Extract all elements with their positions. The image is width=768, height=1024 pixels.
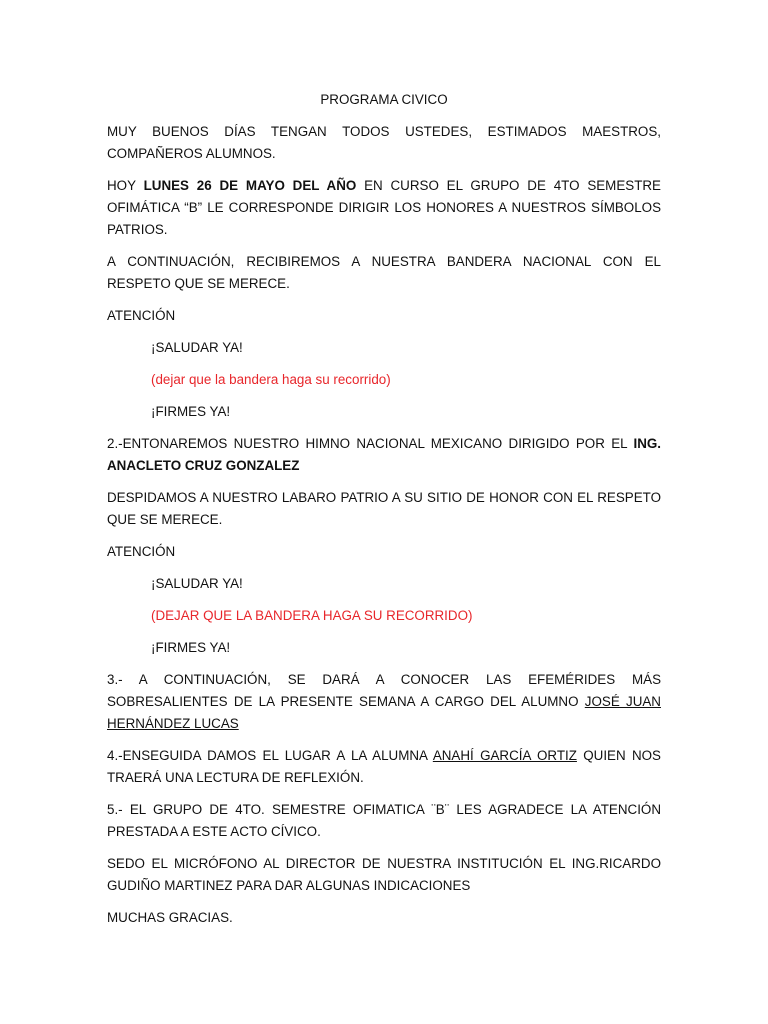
farewell-flag-paragraph: DESPIDAMOS A NUESTRO LABARO PATRIO A SU SITIO DE HONOR CON EL RESPETO QUE SE MERECE. xyxy=(107,490,661,527)
document-page xyxy=(107,89,661,939)
salute-command-1: ¡SALUDAR YA! xyxy=(151,340,243,355)
salute-command-2: ¡SALUDAR YA! xyxy=(151,576,243,591)
date-paragraph xyxy=(107,175,661,241)
microphone-paragraph: SEDO EL MICRÓFONO AL DIRECTOR DE NUESTRA INSTITUCIÓN EL ING.RICARDO GUDIÑO MARTINEZ PARA DAR ALGUNAS INDICACIONES xyxy=(107,856,661,893)
ephemeris-student-name: JOSÉ JUAN HERNÁNDEZ LUCAS xyxy=(107,694,661,731)
anthem-paragraph-pre: 2.-ENTONAREMOS NUESTRO HIMNO NACIONAL MEXICANO DIRIGIDO POR EL xyxy=(107,436,634,451)
firm-command-2: ¡FIRMES YA! xyxy=(151,640,231,655)
reflection-paragraph-post: QUIEN NOS TRAERÁ UNA LECTURA DE REFLEXIÓN. xyxy=(107,748,661,785)
anthem-director-name: ING. ANACLETO CRUZ GONZALEZ xyxy=(107,436,661,473)
ephemeris-paragraph-pre: 3.- A CONTINUACIÓN, SE DARÁ A CONOCER LAS EFEMÉRIDES MÁS SOBRESALIENTES DE LA PRESENTE SEMANA A CARGO DEL ALUMNO xyxy=(107,672,661,709)
document-title: PROGRAMA CIVICO xyxy=(320,92,448,107)
reflection-paragraph xyxy=(107,745,661,789)
date-highlight: LUNES 26 DE MAYO DEL AÑO xyxy=(143,178,357,193)
anthem-paragraph xyxy=(107,433,661,477)
greeting-paragraph: MUY BUENOS DÍAS TENGAN TODOS USTEDES, ESTIMADOS MAESTROS, COMPAÑEROS ALUMNOS. xyxy=(107,124,661,161)
reflection-student-name: ANAHÍ GARCÍA ORTIZ xyxy=(432,748,577,763)
thanks-paragraph: 5.- EL GRUPO DE 4TO. SEMESTRE OFIMATICA ¨B¨ LES AGRADECE LA ATENCIÓN PRESTADA A ESTE ACTO CÍVICO. xyxy=(107,802,661,839)
date-paragraph-pre: HOY xyxy=(107,178,144,193)
flag-route-note-2: (DEJAR QUE LA BANDERA HAGA SU RECORRIDO) xyxy=(151,608,473,623)
firm-command-1: ¡FIRMES YA! xyxy=(151,404,231,419)
ephemeris-paragraph xyxy=(107,669,661,735)
date-paragraph-post: EN CURSO EL GRUPO DE 4TO SEMESTRE OFIMÁTICA “B” LE CORRESPONDE DIRIGIR LOS HONORES A NUESTROS SÍMBOLOS PATRIOS. xyxy=(107,178,661,237)
attention-label-2: ATENCIÓN xyxy=(107,544,176,559)
flag-route-note-1: (dejar que la bandera haga su recorrido) xyxy=(151,372,391,387)
closing-text: MUCHAS GRACIAS. xyxy=(107,910,233,925)
flag-reception-paragraph: A CONTINUACIÓN, RECIBIREMOS A NUESTRA BANDERA NACIONAL CON EL RESPETO QUE SE MERECE. xyxy=(107,254,661,291)
reflection-paragraph-pre: 4.-ENSEGUIDA DAMOS EL LUGAR A LA ALUMNA xyxy=(107,748,433,763)
attention-label-1: ATENCIÓN xyxy=(107,308,176,323)
